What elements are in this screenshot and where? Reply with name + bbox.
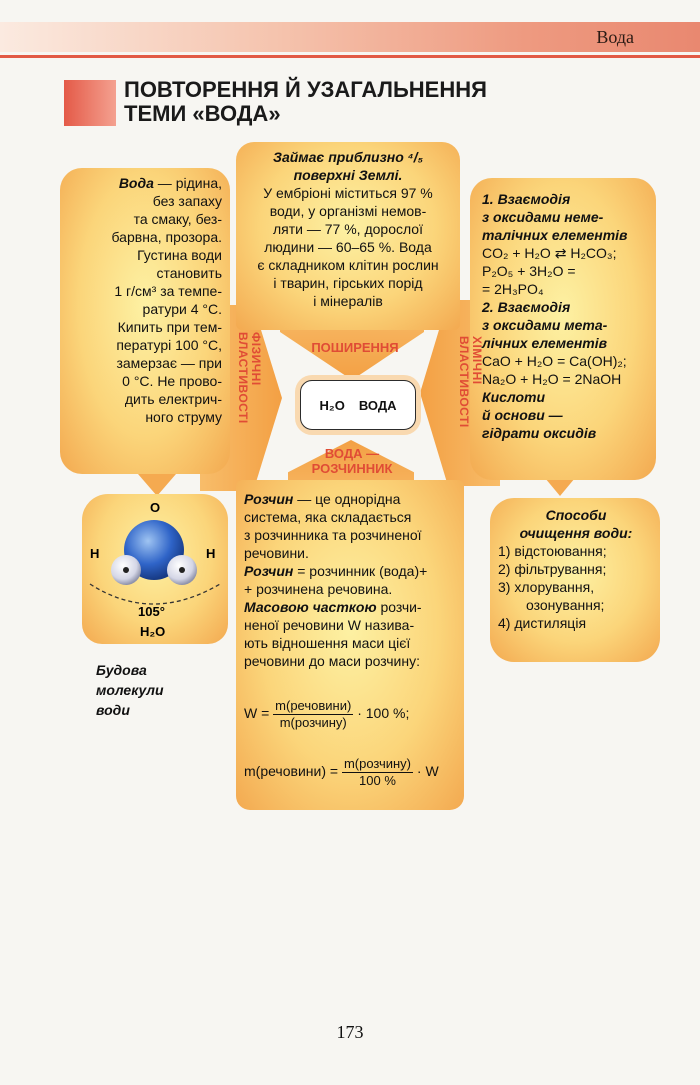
purification-box: Способи очищення води: 1) відстоювання; 2) фільтрування; 3) хлорування, озонування; 4) дистиляція (490, 498, 660, 662)
solvent-box: Розчин — це однорідна система, яка складається з розчинника та розчиненої речовини. Розчин = розчинник (вода)+ + розчинена речовина. Масовою часткою розчи- неної речовини W назива- ють відношення маси цієї речовини до маси розчину: (236, 480, 464, 810)
molecule-formula: H₂O (140, 624, 166, 639)
molecule-box (82, 494, 228, 644)
header-divider (0, 55, 700, 58)
mass-fraction-formula: W = $\frac{\text{m(речовини)}}{\text{m(розчину)}}$ · 100 %; (244, 698, 410, 730)
center-name: ВОДА (358, 397, 397, 413)
header-bar (0, 22, 700, 52)
center-water-box (300, 380, 416, 430)
distribution-label: ПОШИРЕННЯ (311, 340, 399, 355)
center-formula: H₂O (319, 397, 345, 413)
page-number: 173 (336, 1022, 364, 1042)
hydrogen-label-right: H (206, 546, 216, 561)
hydrogen-label-left: H (90, 546, 100, 561)
molecule-caption: Будова молекули води (96, 662, 164, 718)
page-title: ПОВТОРЕННЯ Й УЗАГАЛЬНЕННЯ ТЕМИ «ВОДА» (124, 77, 487, 126)
distribution-box: Займає приблизно ⁴/₅ поверхні Землі. У ембріоні міститься 97 % води, у організмі немов- ляти — 77 %, дорослої людини — 60–65 %. Вода є складником клітин рослин і тварин, гірських порід і мінералів (236, 142, 460, 330)
solvent-label: ВОДА — РОЗЧИННИК (311, 446, 393, 476)
oxygen-label: O (150, 500, 161, 515)
chemical-properties-box: 1. Взаємодія з оксидами неме- талічних елементів CO₂ + H₂O ⇄ H₂CO₃; P₂O₅ + 3H₂O = = 2H₃PO₄ 2. Взаємодія з оксидами мета- лічних елементів CaO + H₂O = Ca(OH)₂; Na₂O + H₂O = 2NaOH Кислоти й основи — гідрати оксидів (470, 178, 656, 480)
bond-angle: 105° (138, 604, 165, 619)
solute-mass-formula: m(речовини) = $\frac{\text{m(розчину)}}{100 \%}$ · W (244, 756, 439, 788)
physical-term: Вода (118, 175, 154, 191)
chemical-label: ХІМІЧНІ ВЛАСТИВОСТІ (457, 336, 484, 428)
physical-label: ФІЗИЧНІ ВЛАСТИВОСТІ (236, 332, 263, 424)
header-title: Вода (596, 27, 634, 47)
title-decoration (64, 80, 116, 126)
water-molecule-diagram (82, 494, 228, 644)
physical-properties-box: Вода — рідина, без запаху та смаку, без- барвна, прозора. Густина води становить 1 г/см³ за темпе- ратури 4 °С. Кипить при тем- пературі 100 °С, замерзає — при 0 °С. Не прово- дить електрич- ного струму (60, 168, 230, 474)
molecule-arrow (138, 474, 176, 496)
